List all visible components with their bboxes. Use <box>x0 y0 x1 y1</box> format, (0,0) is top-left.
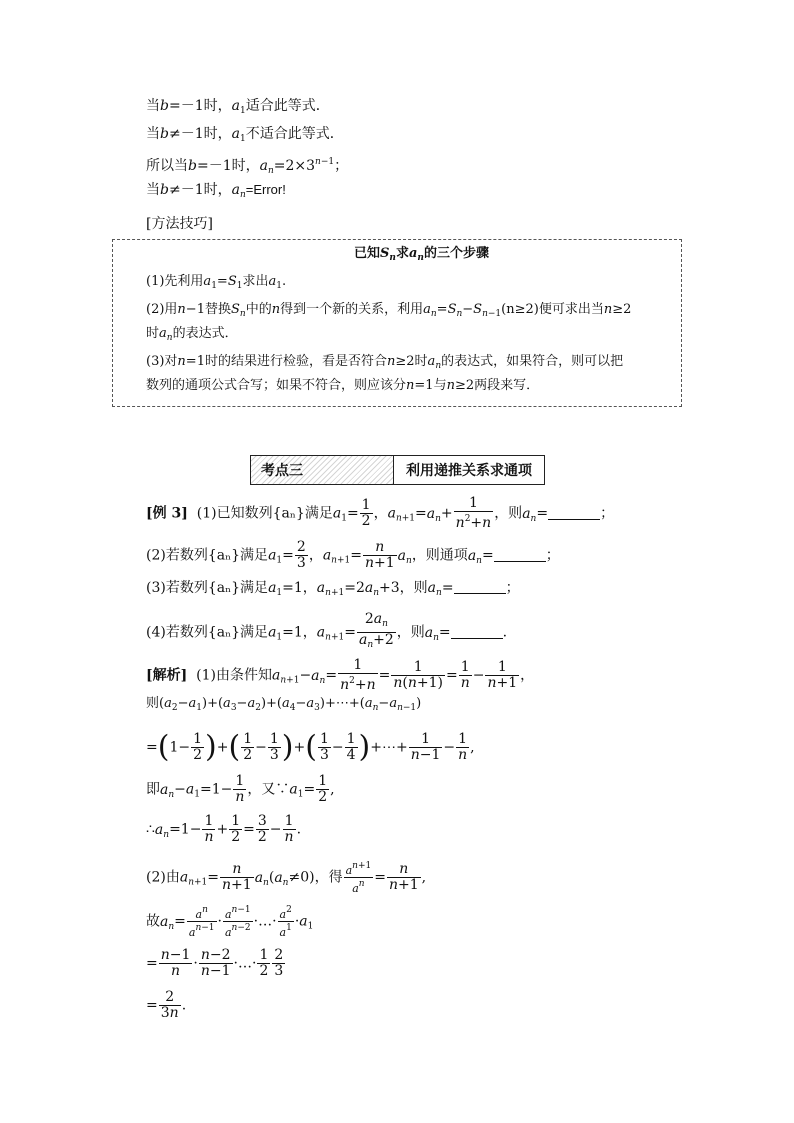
solution-line-4: 即$a_n-a_1=1-$ $\frac{1}{n}$ ，又$\because a_1=$ $\frac{1}{2}$ , <box>146 773 335 805</box>
kaodian-header <box>250 455 545 485</box>
example-q4: (4)若数列{aₙ}满足$a_1=1$，$a_{n+1}=$ $\frac{2a_n}{a_n+2}$ ，则$a_n=$ . <box>146 611 508 650</box>
text-line-1: 当b=－1时，$a_1$适合此等式． <box>146 98 330 116</box>
solution-line-3: =(1− $\frac{1}{2}$ )+( $\frac{1}{2}$ − $\frac{1}{3}$ )+( $\frac{1}{3}$ − $\frac{1}{4}$ )+⋯+ $\frac{1}{n-1}$ − $\frac{1}{n}$ , <box>146 729 475 765</box>
solution-line-6: (2)由$a_{n+1}=$ $\frac{n}{n+1}$ $a_n(a_n\ne 0)$，得 $\frac{a^{n+1}}{a^n}$ = $\frac{n}{n+1}$ , <box>146 861 427 895</box>
solution-line-2: 则$(a_2-a_1)+(a_3-a_2)+(a_4-a_3)+\cdots+(a_n-a_{n-1})$ <box>146 696 422 713</box>
method-label: [方法技巧] <box>146 216 213 232</box>
method-step-3-cont: 数列的通项公式合写；如果不符合，则应该分n=1与n≥2两段来写． <box>146 378 540 393</box>
method-step-1: (1)先利用$a_1=S_1$求出$a_1$. <box>146 274 287 291</box>
example-q2: (2)若数列{aₙ}满足$a_1=$ $\frac{2}{3}$ ，$a_{n+1}=$ $\frac{n}{n+1}$ $a_n$，则通项$a_n=$ ； <box>146 539 560 571</box>
example-q1: [例 3] (1)已知数列{aₙ}满足$a_1=$ $\frac{1}{2}$ ，$a_{n+1}=a_n+$ $\frac{1}{n^2+n}$ ，则$a_n=$ ； <box>146 495 615 531</box>
method-title: 已知$S_n$求$a_n$的三个步骤 <box>354 246 489 263</box>
method-step-2: (2)用n−1替换$S_n$中的n得到一个新的关系，利用$a_n=S_n-S_{n-1}(n\ge 2)$便可求出当n≥2 <box>146 302 632 319</box>
solution-line-9: = $\frac{2}{3n}$ . <box>146 989 187 1021</box>
example-q3: (3)若数列{aₙ}满足$a_1=1$，$a_{n+1}=2a_n+3$，则$a_n=$ ； <box>146 580 520 598</box>
text-line-3: 所以当b=－1时，$a_n=2\times 3^{n-1}$； <box>146 157 349 176</box>
solution-line-1: [解析] (1)由条件知$a_{n+1}-a_n=$ $\frac{1}{n^2+n}$ = $\frac{1}{n(n+1)}$ = $\frac{1}{n}$ − $\frac{1}{n+1}$ ， <box>146 657 535 693</box>
solution-line-7: 故$a_n=$ $\frac{a^n}{a^{n-1}}$ · $\frac{a^{n-1}}{a^{n-2}}$ ·…· $\frac{a^2}{a^1}$ $\cdot a_1$ <box>146 905 314 939</box>
text-line-2: 当b≠－1时，$a_1$不适合此等式． <box>146 126 344 144</box>
text-line-4: 当b≠－1时，$a_n=Error$! <box>146 182 286 200</box>
method-step-3: (3)对n=1时的结果进行检验，看是否符合n≥2时$a_n$的表达式，如果符合，则可以把 <box>146 354 624 371</box>
solution-line-5: $\therefore a_n=1-$ $\frac{1}{n}$ + $\frac{1}{2}$ = $\frac{3}{2}$ − $\frac{1}{n}$ . <box>146 813 302 845</box>
solution-line-8: = $\frac{n-1}{n}$ · $\frac{n-2}{n-1}$ ·…· $\frac{1}{2}$ $\frac{2}{3}$ <box>146 947 284 979</box>
method-step-2-cont: 时$a_n$的表达式． <box>146 326 238 343</box>
kaodian-number: 考点三 <box>251 456 394 484</box>
kaodian-title: 利用递推关系求通项 <box>406 463 532 479</box>
